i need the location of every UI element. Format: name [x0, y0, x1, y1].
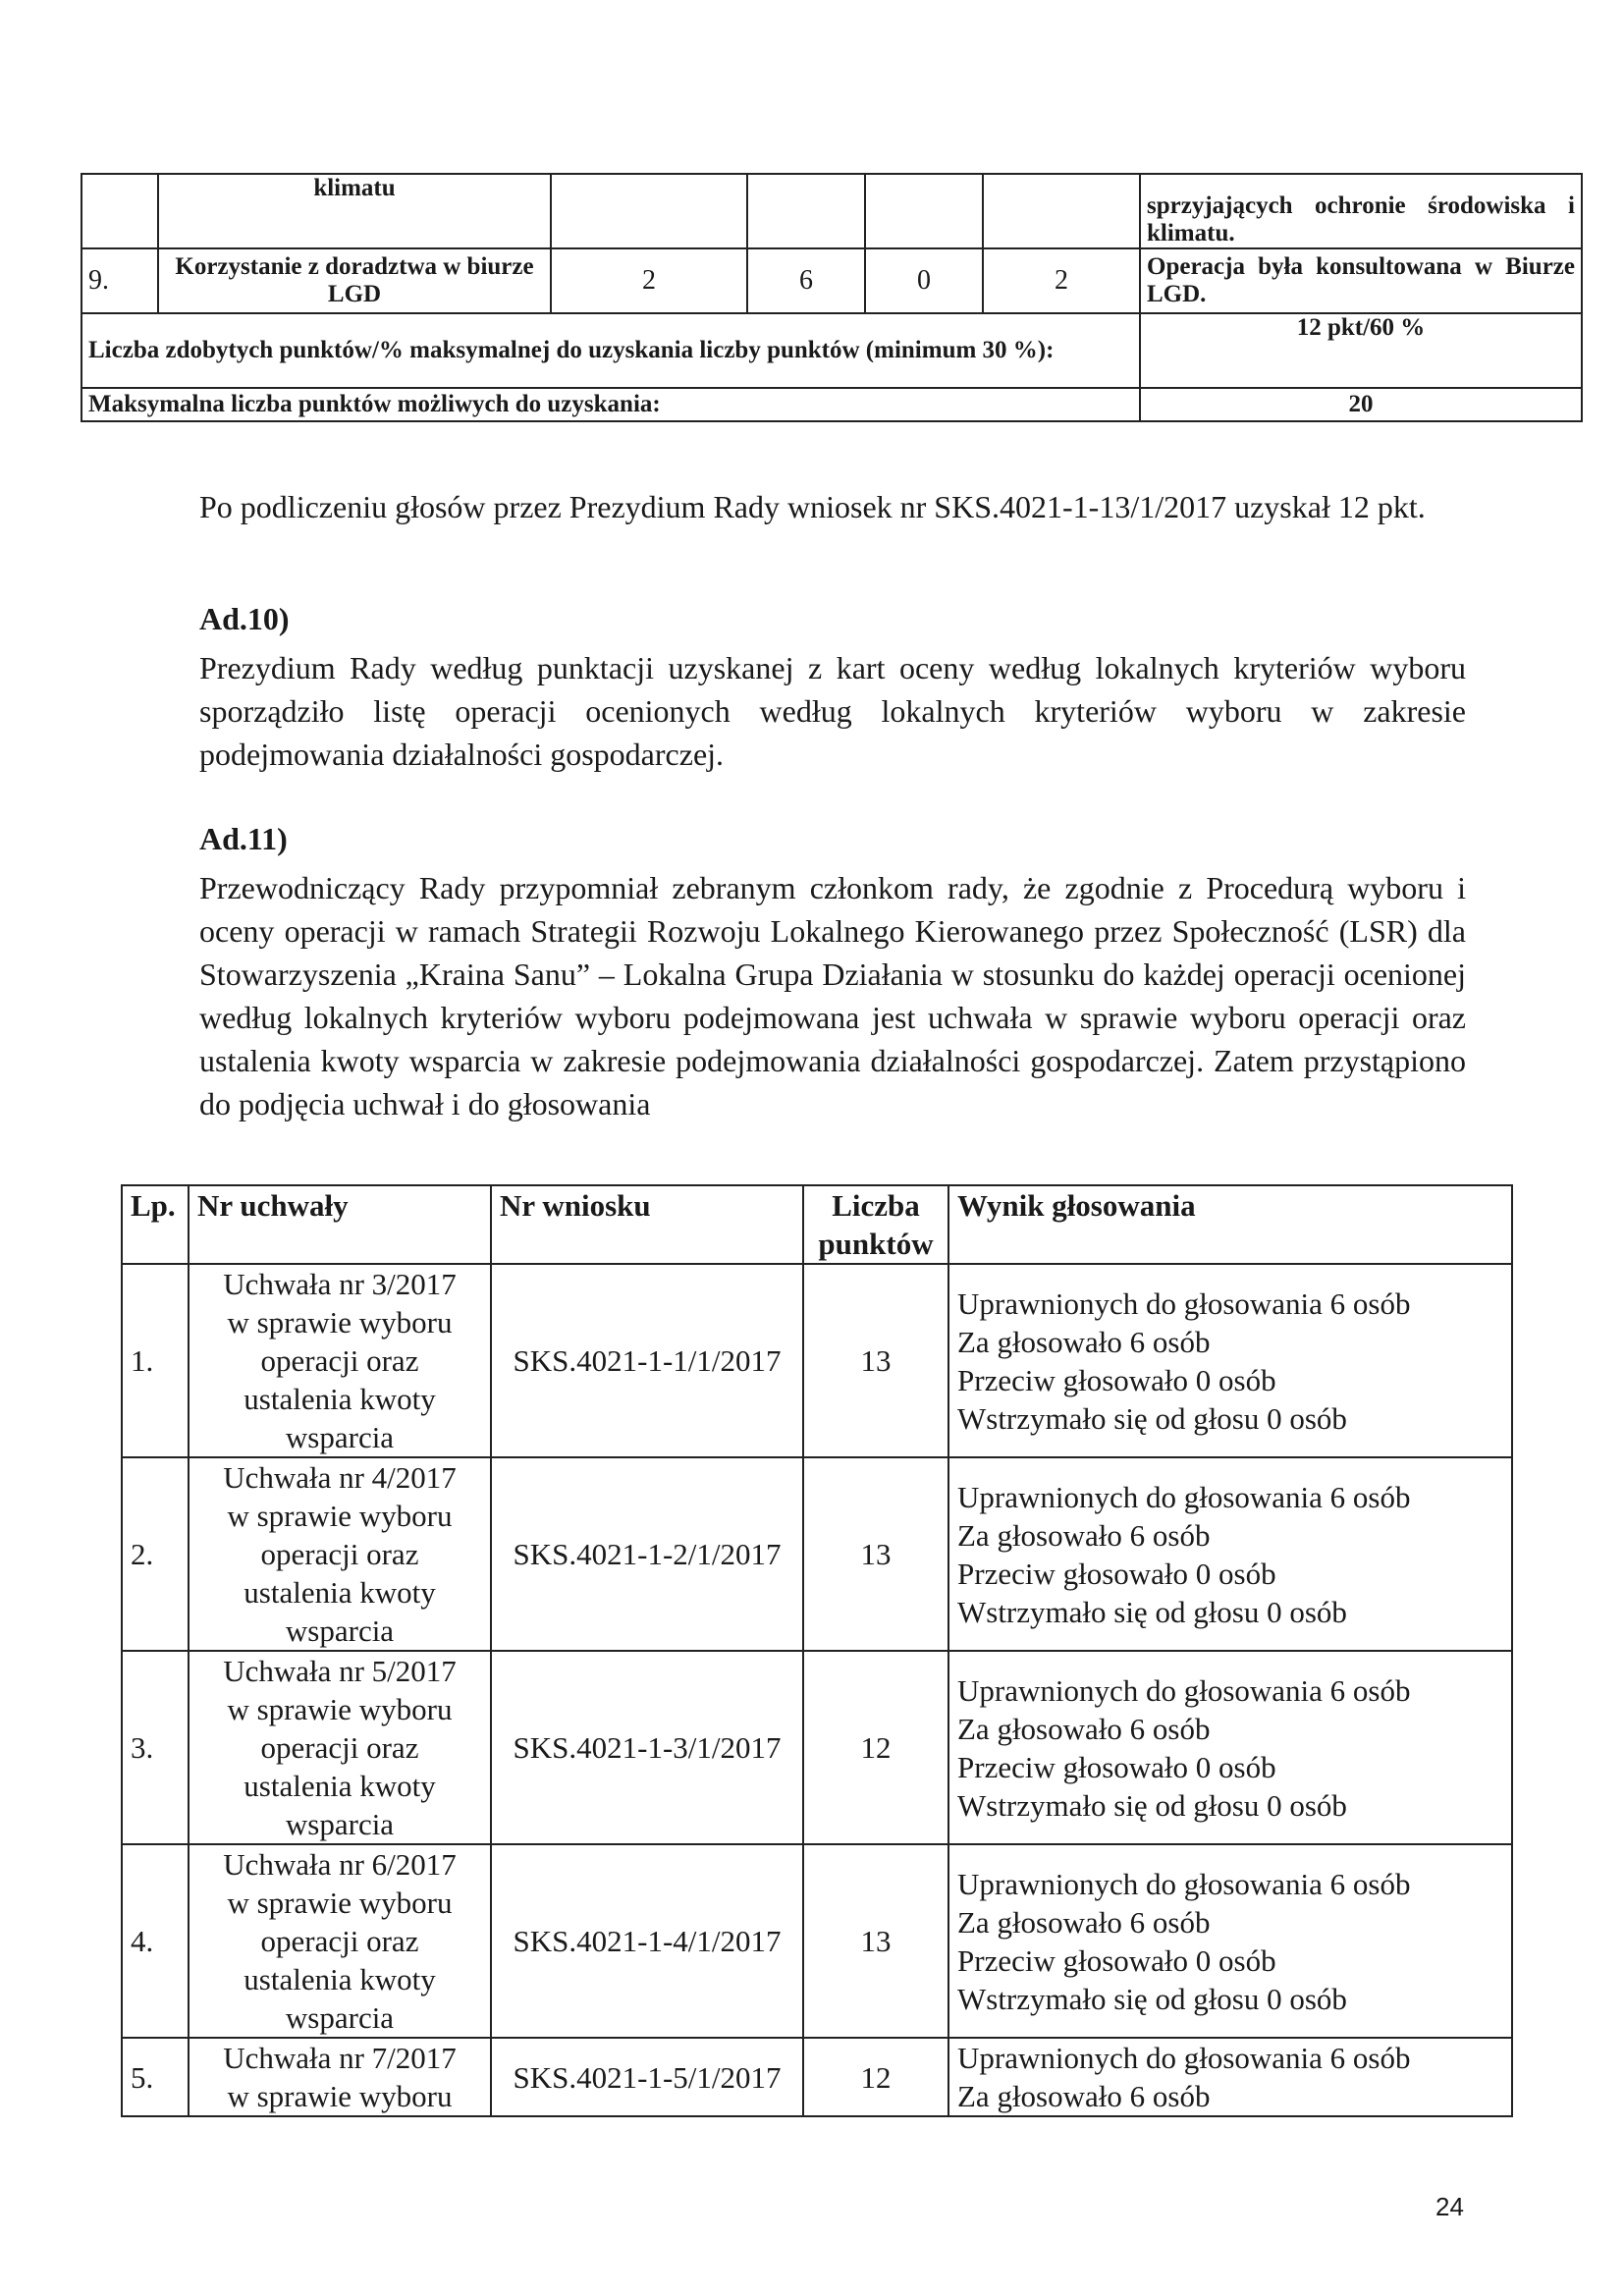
vote-line: Uprawnionych do głosowania 6 osób	[957, 1285, 1411, 1321]
table-cell	[551, 174, 747, 248]
resolution-cell	[189, 2038, 491, 2116]
vote-line: Uprawnionych do głosowania 6 osób	[957, 1672, 1411, 1708]
vote-line: Uprawnionych do głosowania 6 osób	[957, 1479, 1411, 1514]
application-number: SKS.4021-1-1/1/2017	[491, 1264, 803, 1457]
vote-line: Uprawnionych do głosowania 6 osób	[957, 2041, 1411, 2075]
resolution-line: Uchwała nr 3/2017	[223, 1267, 457, 1301]
vote-result-paragraph: Po podliczeniu głosów przez Prezydium Rady wniosek nr SKS.4021-1-13/1/2017 uzyskał 12 pkt.	[199, 489, 1426, 524]
ad11-paragraph: Przewodniczący Rady przypomniał zebranym członkom rady, że zgodnie z Procedurą wyboru i oceny operacji w ramach Strategii Rozwoju Lokalnego Kierowanego przez Społeczność (LSR) dla Stowarzyszenia „Kraina Sanu” – Lokalna Grupa Działania w stosunku do każdej operacji ocenionej według lokalnych kryteriów wyboru podejmowana jest uchwała w sprawie wyboru operacji oraz ustalenia kwoty wsparcia w zakresie podejmowania działalności gospodarczej. Zatem przystąpiono do podjęcia uchwał i do głosowania	[199, 870, 1466, 1121]
vote-line: Za głosowało 6 osób	[957, 1324, 1211, 1359]
vote-line: Za głosowało 6 osób	[957, 1517, 1211, 1553]
vote-line: Przeciw głosowało 0 osób	[957, 1556, 1276, 1591]
resolution-line: Uchwała nr 6/2017	[223, 1847, 457, 1882]
score-cell: 2	[551, 248, 747, 313]
header-vote-result: Wynik głosowania	[948, 1185, 1512, 1264]
vote-line: Wstrzymało się od głosu 0 osób	[957, 1787, 1347, 1823]
vote-line: Wstrzymało się od głosu 0 osób	[957, 1981, 1347, 2016]
justification-cell: sprzyjających ochronie środowiska i klimatu.	[1140, 174, 1582, 248]
score-cell: 2	[983, 248, 1140, 313]
section-heading-ad11: Ad.11)	[199, 821, 288, 856]
resolution-line: Uchwała nr 4/2017	[223, 1460, 457, 1495]
vote-result-cell	[948, 1457, 1512, 1651]
score-cell: 0	[865, 248, 983, 313]
table-cell	[747, 174, 865, 248]
table-cell	[81, 174, 158, 248]
criterion-cell: klimatu	[158, 174, 551, 248]
application-number: SKS.4021-1-3/1/2017	[491, 1651, 803, 1844]
resolution-line: w sprawie wyboru	[227, 1499, 453, 1533]
resolution-line: wsparcia	[285, 1613, 395, 1648]
vote-line: Za głosowało 6 osób	[957, 1711, 1211, 1746]
table-row	[122, 1457, 1512, 1651]
page-number: 24	[1435, 2192, 1464, 2221]
vote-line: Wstrzymało się od głosu 0 osób	[957, 1594, 1347, 1629]
scoring-table	[81, 173, 1583, 422]
row-number: 5.	[122, 2038, 189, 2116]
table-header-row	[122, 1185, 1512, 1264]
resolution-line: operacji oraz	[260, 1343, 419, 1378]
score-cell: 6	[747, 248, 865, 313]
table-row	[122, 1651, 1512, 1844]
resolution-cell	[189, 1457, 491, 1651]
summary-value: 12 pkt/60 %	[1140, 313, 1582, 388]
resolution-line: w sprawie wyboru	[227, 2079, 453, 2113]
resolution-cell	[189, 1264, 491, 1457]
points-value: 13	[803, 1264, 948, 1457]
application-number: SKS.4021-1-4/1/2017	[491, 1844, 803, 2038]
summary-label: Liczba zdobytych punktów/% maksymalnej do uzyskania liczby punktów (minimum 30 %):	[81, 313, 1140, 388]
criterion-cell: Korzystanie z doradztwa w biurze LGD	[158, 248, 551, 313]
vote-result-cell	[948, 1264, 1512, 1457]
section-heading-ad10: Ad.10)	[199, 601, 290, 636]
table-row	[122, 1844, 1512, 2038]
vote-line: Przeciw głosowało 0 osób	[957, 1749, 1276, 1784]
header-resolution-number: Nr uchwały	[189, 1185, 491, 1264]
vote-line: Za głosowało 6 osób	[957, 1904, 1211, 1940]
points-value: 12	[803, 1651, 948, 1844]
vote-result-cell	[948, 1651, 1512, 1844]
resolution-line: operacji oraz	[260, 1924, 419, 1958]
resolution-cell	[189, 1844, 491, 2038]
vote-result-cell	[948, 2038, 1512, 2116]
resolution-line: operacji oraz	[260, 1730, 419, 1765]
resolution-cell	[189, 1651, 491, 1844]
row-number: 4.	[122, 1844, 189, 2038]
table-row	[122, 1264, 1512, 1457]
resolution-line: ustalenia kwoty	[244, 1769, 436, 1803]
max-label: Maksymalna liczba punktów możliwych do uzyskania:	[81, 388, 1140, 421]
ad10-paragraph: Prezydium Rady według punktacji uzyskanej z kart oceny według lokalnych kryteriów wyboru sporządziło listę operacji ocenionych według lokalnych kryteriów wyboru w zakresie podejmowania działalności gospodarczej.	[199, 650, 1466, 772]
resolution-line: Uchwała nr 7/2017	[223, 2041, 457, 2075]
row-number: 3.	[122, 1651, 189, 1844]
vote-line: Przeciw głosowało 0 osób	[957, 1362, 1276, 1397]
resolution-line: operacji oraz	[260, 1537, 419, 1571]
header-points: Liczba punktów	[803, 1185, 948, 1264]
application-number: SKS.4021-1-5/1/2017	[491, 2038, 803, 2116]
vote-result-cell	[948, 1844, 1512, 2038]
vote-line: Wstrzymało się od głosu 0 osób	[957, 1400, 1347, 1436]
table-row	[122, 2038, 1512, 2116]
resolution-line: Uchwała nr 5/2017	[223, 1654, 457, 1688]
application-number: SKS.4021-1-2/1/2017	[491, 1457, 803, 1651]
resolutions-table	[121, 1184, 1513, 2117]
max-row	[81, 388, 1582, 421]
row-number: 9.	[81, 248, 158, 313]
resolution-line: w sprawie wyboru	[227, 1305, 453, 1339]
table-cell	[865, 174, 983, 248]
resolutions-body	[122, 1264, 1512, 2116]
table-row	[81, 174, 1582, 248]
resolution-line: w sprawie wyboru	[227, 1886, 453, 1920]
resolution-line: w sprawie wyboru	[227, 1692, 453, 1726]
points-value: 13	[803, 1844, 948, 2038]
row-number: 2.	[122, 1457, 189, 1651]
resolution-line: wsparcia	[285, 1420, 395, 1454]
header-application-number: Nr wniosku	[491, 1185, 803, 1264]
table-cell	[983, 174, 1140, 248]
points-value: 12	[803, 2038, 948, 2116]
resolution-line: ustalenia kwoty	[244, 1575, 436, 1610]
header-lp: Lp.	[122, 1185, 189, 1264]
summary-row	[81, 313, 1582, 388]
row-number: 1.	[122, 1264, 189, 1457]
justification-cell: Operacja była konsultowana w Biurze LGD.	[1140, 248, 1582, 313]
vote-line: Przeciw głosowało 0 osób	[957, 1942, 1276, 1978]
resolution-line: ustalenia kwoty	[244, 1382, 436, 1416]
vote-line: Za głosowało 6 osób	[957, 2079, 1211, 2113]
table-row	[81, 248, 1582, 313]
vote-line: Uprawnionych do głosowania 6 osób	[957, 1866, 1411, 1901]
resolution-line: wsparcia	[285, 2000, 395, 2035]
points-value: 13	[803, 1457, 948, 1651]
resolution-line: ustalenia kwoty	[244, 1962, 436, 1996]
max-value: 20	[1140, 388, 1582, 421]
resolution-line: wsparcia	[285, 1807, 395, 1841]
